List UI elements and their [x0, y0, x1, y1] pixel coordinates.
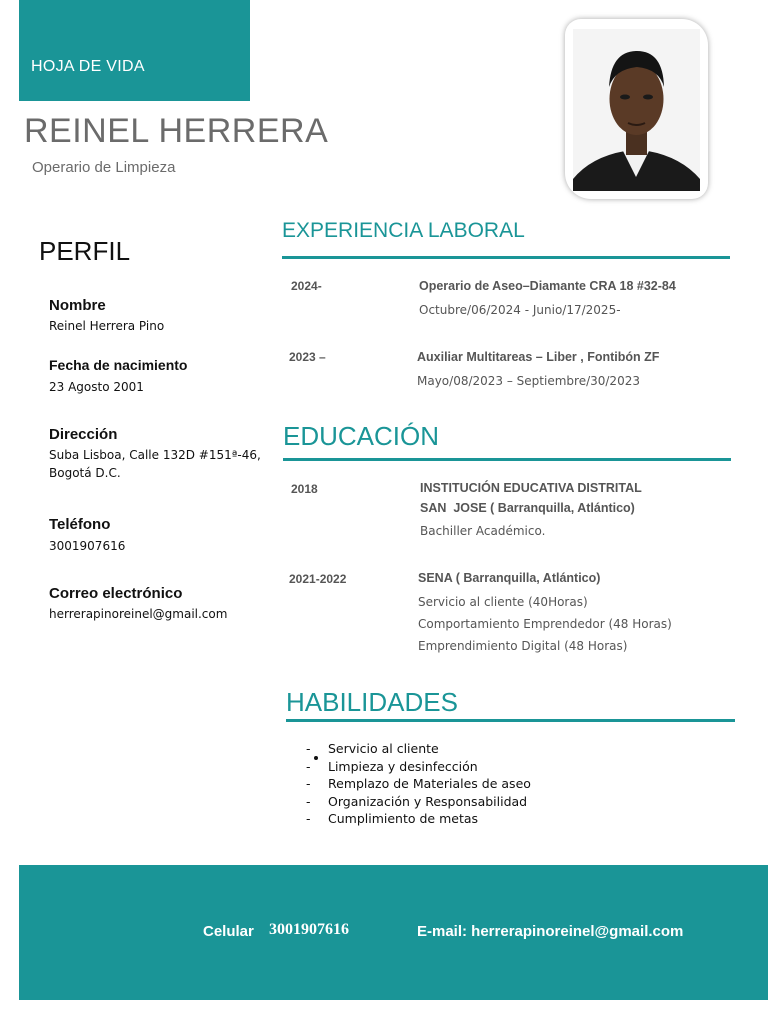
educacion-divider — [283, 458, 731, 461]
label-telefono: Teléfono — [49, 516, 111, 533]
label-fecha-nacimiento: Fecha de nacimiento — [49, 357, 188, 373]
habilidades-divider — [286, 719, 735, 722]
header-tag-label: HOJA DE VIDA — [31, 58, 145, 75]
label-correo: Correo electrónico — [49, 585, 183, 602]
experiencia-title: EXPERIENCIA LABORAL — [282, 219, 525, 242]
candidate-role: Operario de Limpieza — [32, 159, 176, 176]
educacion-year-1: 2018 — [291, 482, 318, 496]
footer-bar — [19, 865, 768, 1000]
label-direccion: Dirección — [49, 426, 118, 443]
candidate-name: REINEL HERRERA — [24, 112, 329, 150]
experiencia-detail-1: Octubre/06/2024 - Junio/17/2025- — [419, 303, 621, 317]
profile-photo-frame — [565, 19, 708, 199]
educacion-title-1b: SAN JOSE ( Barranquilla, Atlántico) — [420, 501, 635, 515]
label-nombre: Nombre — [49, 297, 106, 314]
profile-photo — [573, 29, 700, 191]
experiencia-year-2: 2023 – — [289, 350, 326, 364]
value-correo: herrerapinoreinel@gmail.com — [49, 607, 228, 621]
educacion-detail-1: Bachiller Académico. — [420, 524, 546, 538]
footer-celular-value: 3001907616 — [269, 921, 349, 938]
value-nombre: Reinel Herrera Pino — [49, 319, 165, 333]
experiencia-detail-2: Mayo/08/2023 – Septiembre/30/2023 — [417, 374, 640, 388]
educacion-detail-2c: Emprendimiento Digital (48 Horas) — [418, 639, 628, 653]
experiencia-title-1: Operario de Aseo–Diamante CRA 18 #32-84 — [419, 279, 676, 293]
experiencia-title-2: Auxiliar Multitareas – Liber , Fontibón ZF — [417, 350, 660, 364]
experiencia-divider — [282, 256, 730, 259]
educacion-detail-2a: Servicio al cliente (40Horas) — [418, 595, 588, 609]
footer-email[interactable]: E-mail: herrerapinoreinel@gmail.com — [417, 923, 684, 940]
header-tag — [19, 0, 250, 101]
value-direccion: Suba Lisboa, Calle 132D #151ª-46, Bogotá D.C. — [49, 448, 261, 480]
habilidades-title: HABILIDADES — [286, 687, 458, 717]
educacion-title-2: SENA ( Barranquilla, Atlántico) — [418, 571, 601, 585]
value-fecha-nacimiento: 23 Agosto 2001 — [49, 380, 144, 394]
educacion-year-2: 2021-2022 — [289, 572, 347, 586]
experiencia-year-1: 2024- — [291, 279, 322, 293]
perfil-title: PERFIL — [39, 236, 131, 266]
educacion-title-1a: INSTITUCIÓN EDUCATIVA DISTRITAL — [420, 481, 642, 495]
bullet-dot — [314, 756, 318, 760]
footer-celular-label: Celular — [203, 923, 254, 940]
value-telefono: 3001907616 — [49, 539, 126, 553]
educacion-detail-2b: Comportamiento Emprendedor (48 Horas) — [418, 617, 672, 631]
educacion-title: EDUCACIÓN — [283, 421, 440, 451]
